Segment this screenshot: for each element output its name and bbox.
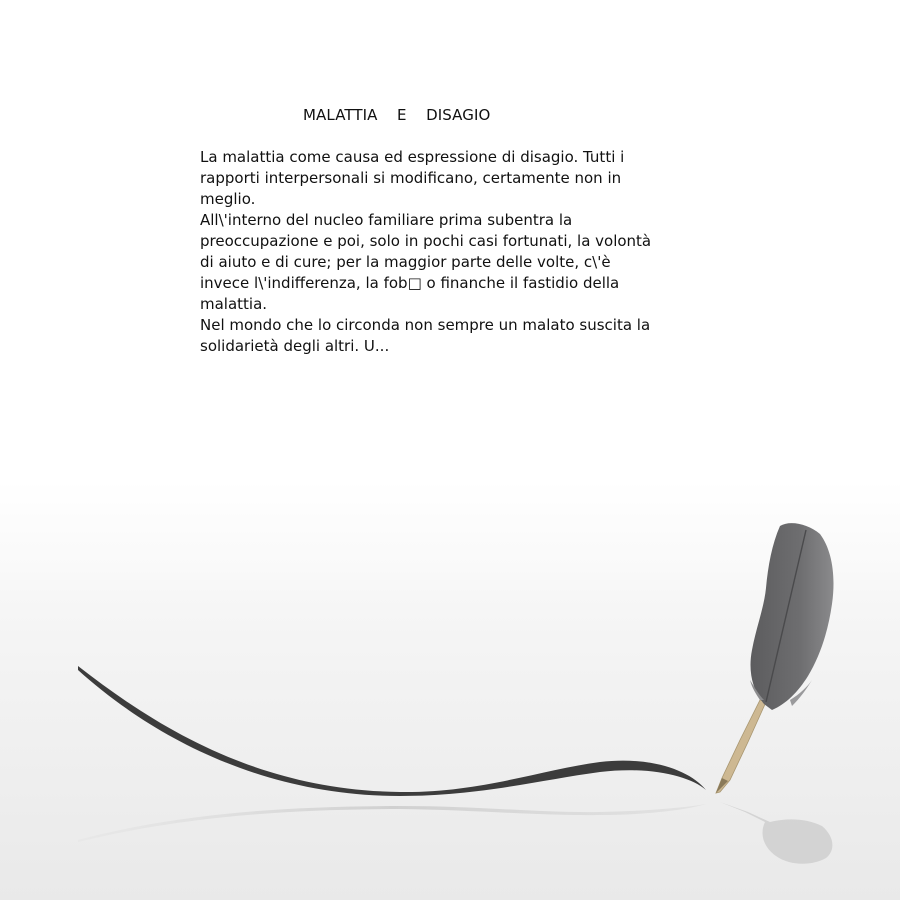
quill-nib <box>716 778 728 793</box>
quill-reflection <box>720 802 832 864</box>
body-line: invece l\'indifferenza, la fob□ o finanche il fastidio della <box>200 274 620 292</box>
body-line: Nel mondo che lo circonda non sempre un malato suscita la <box>200 316 651 334</box>
page-title: MALATTIA E DISAGIO <box>303 106 491 124</box>
body-line: La malattia come causa ed espressione di disagio. Tutti i <box>200 148 625 166</box>
ink-stroke <box>78 666 706 796</box>
quill-feather-icon <box>751 523 834 710</box>
body-line: All\'interno del nucleo familiare prima subentra la <box>200 211 573 229</box>
body-line: preoccupazione e poi, solo in pochi casi fortunati, la volontà <box>200 232 652 250</box>
body-line: solidarietà degli altri. U... <box>200 337 390 355</box>
body-line: malattia. <box>200 295 268 313</box>
body-line: meglio. <box>200 190 256 208</box>
body-line: di aiuto e di cure; per la maggior parte delle volte, c\'è <box>200 253 611 271</box>
ink-stroke-reflection <box>78 804 706 842</box>
body-line: rapporti interpersonali si modificano, certamente non in <box>200 169 622 187</box>
